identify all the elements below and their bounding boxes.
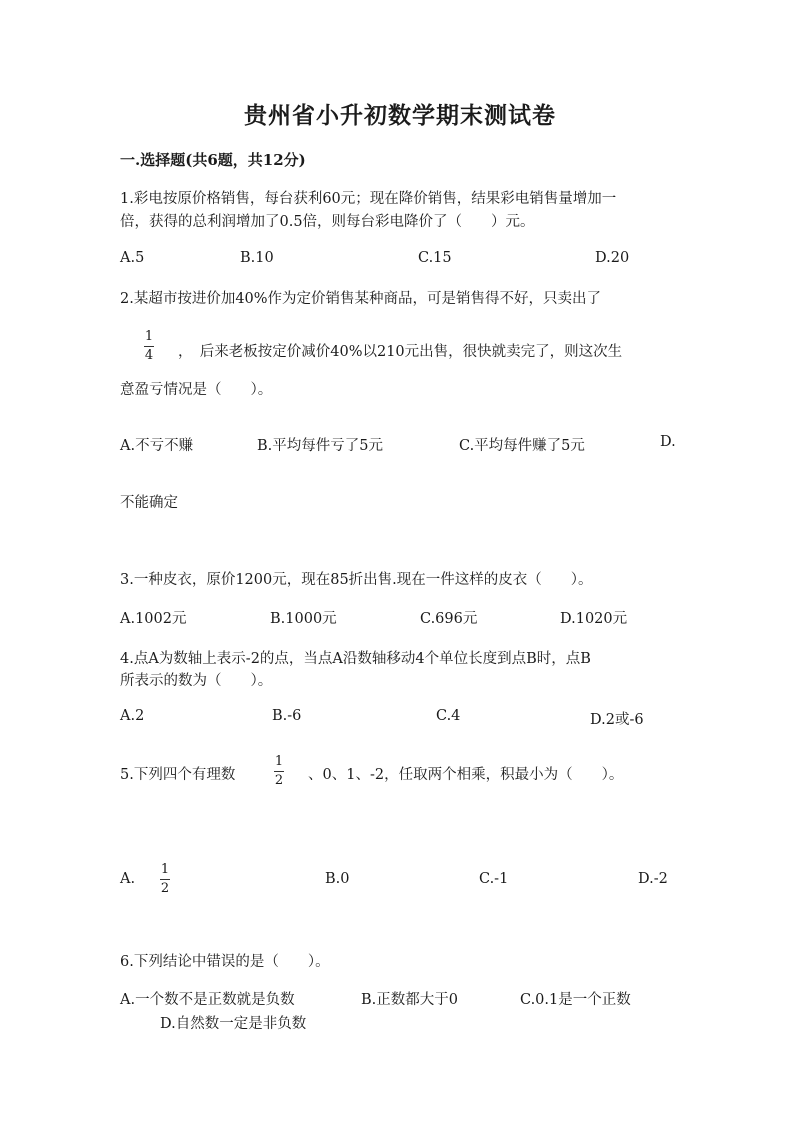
fraction-denominator: 4 xyxy=(144,347,154,363)
option-c: C.平均每件赚了5元 xyxy=(459,438,585,454)
fraction xyxy=(144,330,154,362)
fraction-numerator: 1 xyxy=(160,862,170,877)
option-b: B.10 xyxy=(240,250,274,266)
question-text: 意盈亏情况是（ ）。 xyxy=(120,382,273,398)
option-a: A.2 xyxy=(120,708,145,724)
question-text: 5.下列四个有理数 xyxy=(120,767,236,783)
option-b: B.0 xyxy=(325,871,350,887)
option-c: C.15 xyxy=(418,250,452,266)
question-text: 6.下列结论中错误的是（ ）。 xyxy=(120,954,330,970)
option-a: A.5 xyxy=(120,250,145,266)
option-c: C.0.1是一个正数 xyxy=(520,992,631,1008)
option-c: C.4 xyxy=(436,708,461,724)
question-text: 4.点A为数轴上表示-2的点，当点A沿数轴移动4个单位长度到点B时，点B xyxy=(120,651,591,667)
question-text: 倍，获得的总利润增加了0.5倍，则每台彩电降价了（ ）元。 xyxy=(120,214,535,230)
option-a: A.一个数不是正数就是负数 xyxy=(120,992,295,1008)
option-d: D.-2 xyxy=(638,871,668,887)
question-text: 、0、1、-2，任取两个相乘，积最小为（ ）。 xyxy=(308,767,624,783)
page-title: 贵州省小升初数学期末测试卷 xyxy=(244,102,556,129)
question-text: 1.彩电按原价格销售，每台获利60元；现在降价销售，结果彩电销售量增加一 xyxy=(120,191,617,207)
option-d: D. xyxy=(660,434,676,450)
fraction-denominator: 2 xyxy=(274,772,284,788)
option-b: B.平均每件亏了5元 xyxy=(257,438,383,454)
fraction-bar xyxy=(274,771,284,772)
option-d: D.20 xyxy=(595,250,630,266)
option-b: B.正数都大于0 xyxy=(361,992,458,1008)
option-c: C.696元 xyxy=(420,611,478,627)
question-text: 3.一种皮衣，原价1200元，现在85折出售.现在一件这样的皮衣（ ）。 xyxy=(120,572,593,588)
option-a: A.不亏不赚 xyxy=(120,438,194,454)
fraction-bar xyxy=(144,346,154,347)
fraction xyxy=(274,755,284,787)
fraction-bar xyxy=(160,879,170,880)
option-b: B.-6 xyxy=(272,708,302,724)
fraction-denominator: 2 xyxy=(160,880,170,896)
question-text: 2.某超市按进价加40%作为定价销售某种商品，可是销售得不好，只卖出了 xyxy=(120,291,602,307)
option-d-continued: 不能确定 xyxy=(120,495,178,511)
question-text: ， 后来老板按定价减价40%以210元出售，很快就卖完了，则这次生 xyxy=(178,344,623,360)
option-c: C.-1 xyxy=(479,871,509,887)
fraction-numerator: 1 xyxy=(144,329,154,344)
option-a: A.1002元 xyxy=(120,611,187,627)
section-heading: 一.选择题(共6题，共12分) xyxy=(120,151,306,169)
option-d: D.自然数一定是非负数 xyxy=(160,1016,307,1032)
option-d: D.2或-6 xyxy=(590,712,644,728)
option-b: B.1000元 xyxy=(270,611,337,627)
option-a: A. xyxy=(120,871,136,887)
option-d: D.1020元 xyxy=(560,611,628,627)
fraction-numerator: 1 xyxy=(274,754,284,769)
option-a-fraction xyxy=(160,863,170,895)
question-text: 所表示的数为（ ）。 xyxy=(120,673,273,689)
